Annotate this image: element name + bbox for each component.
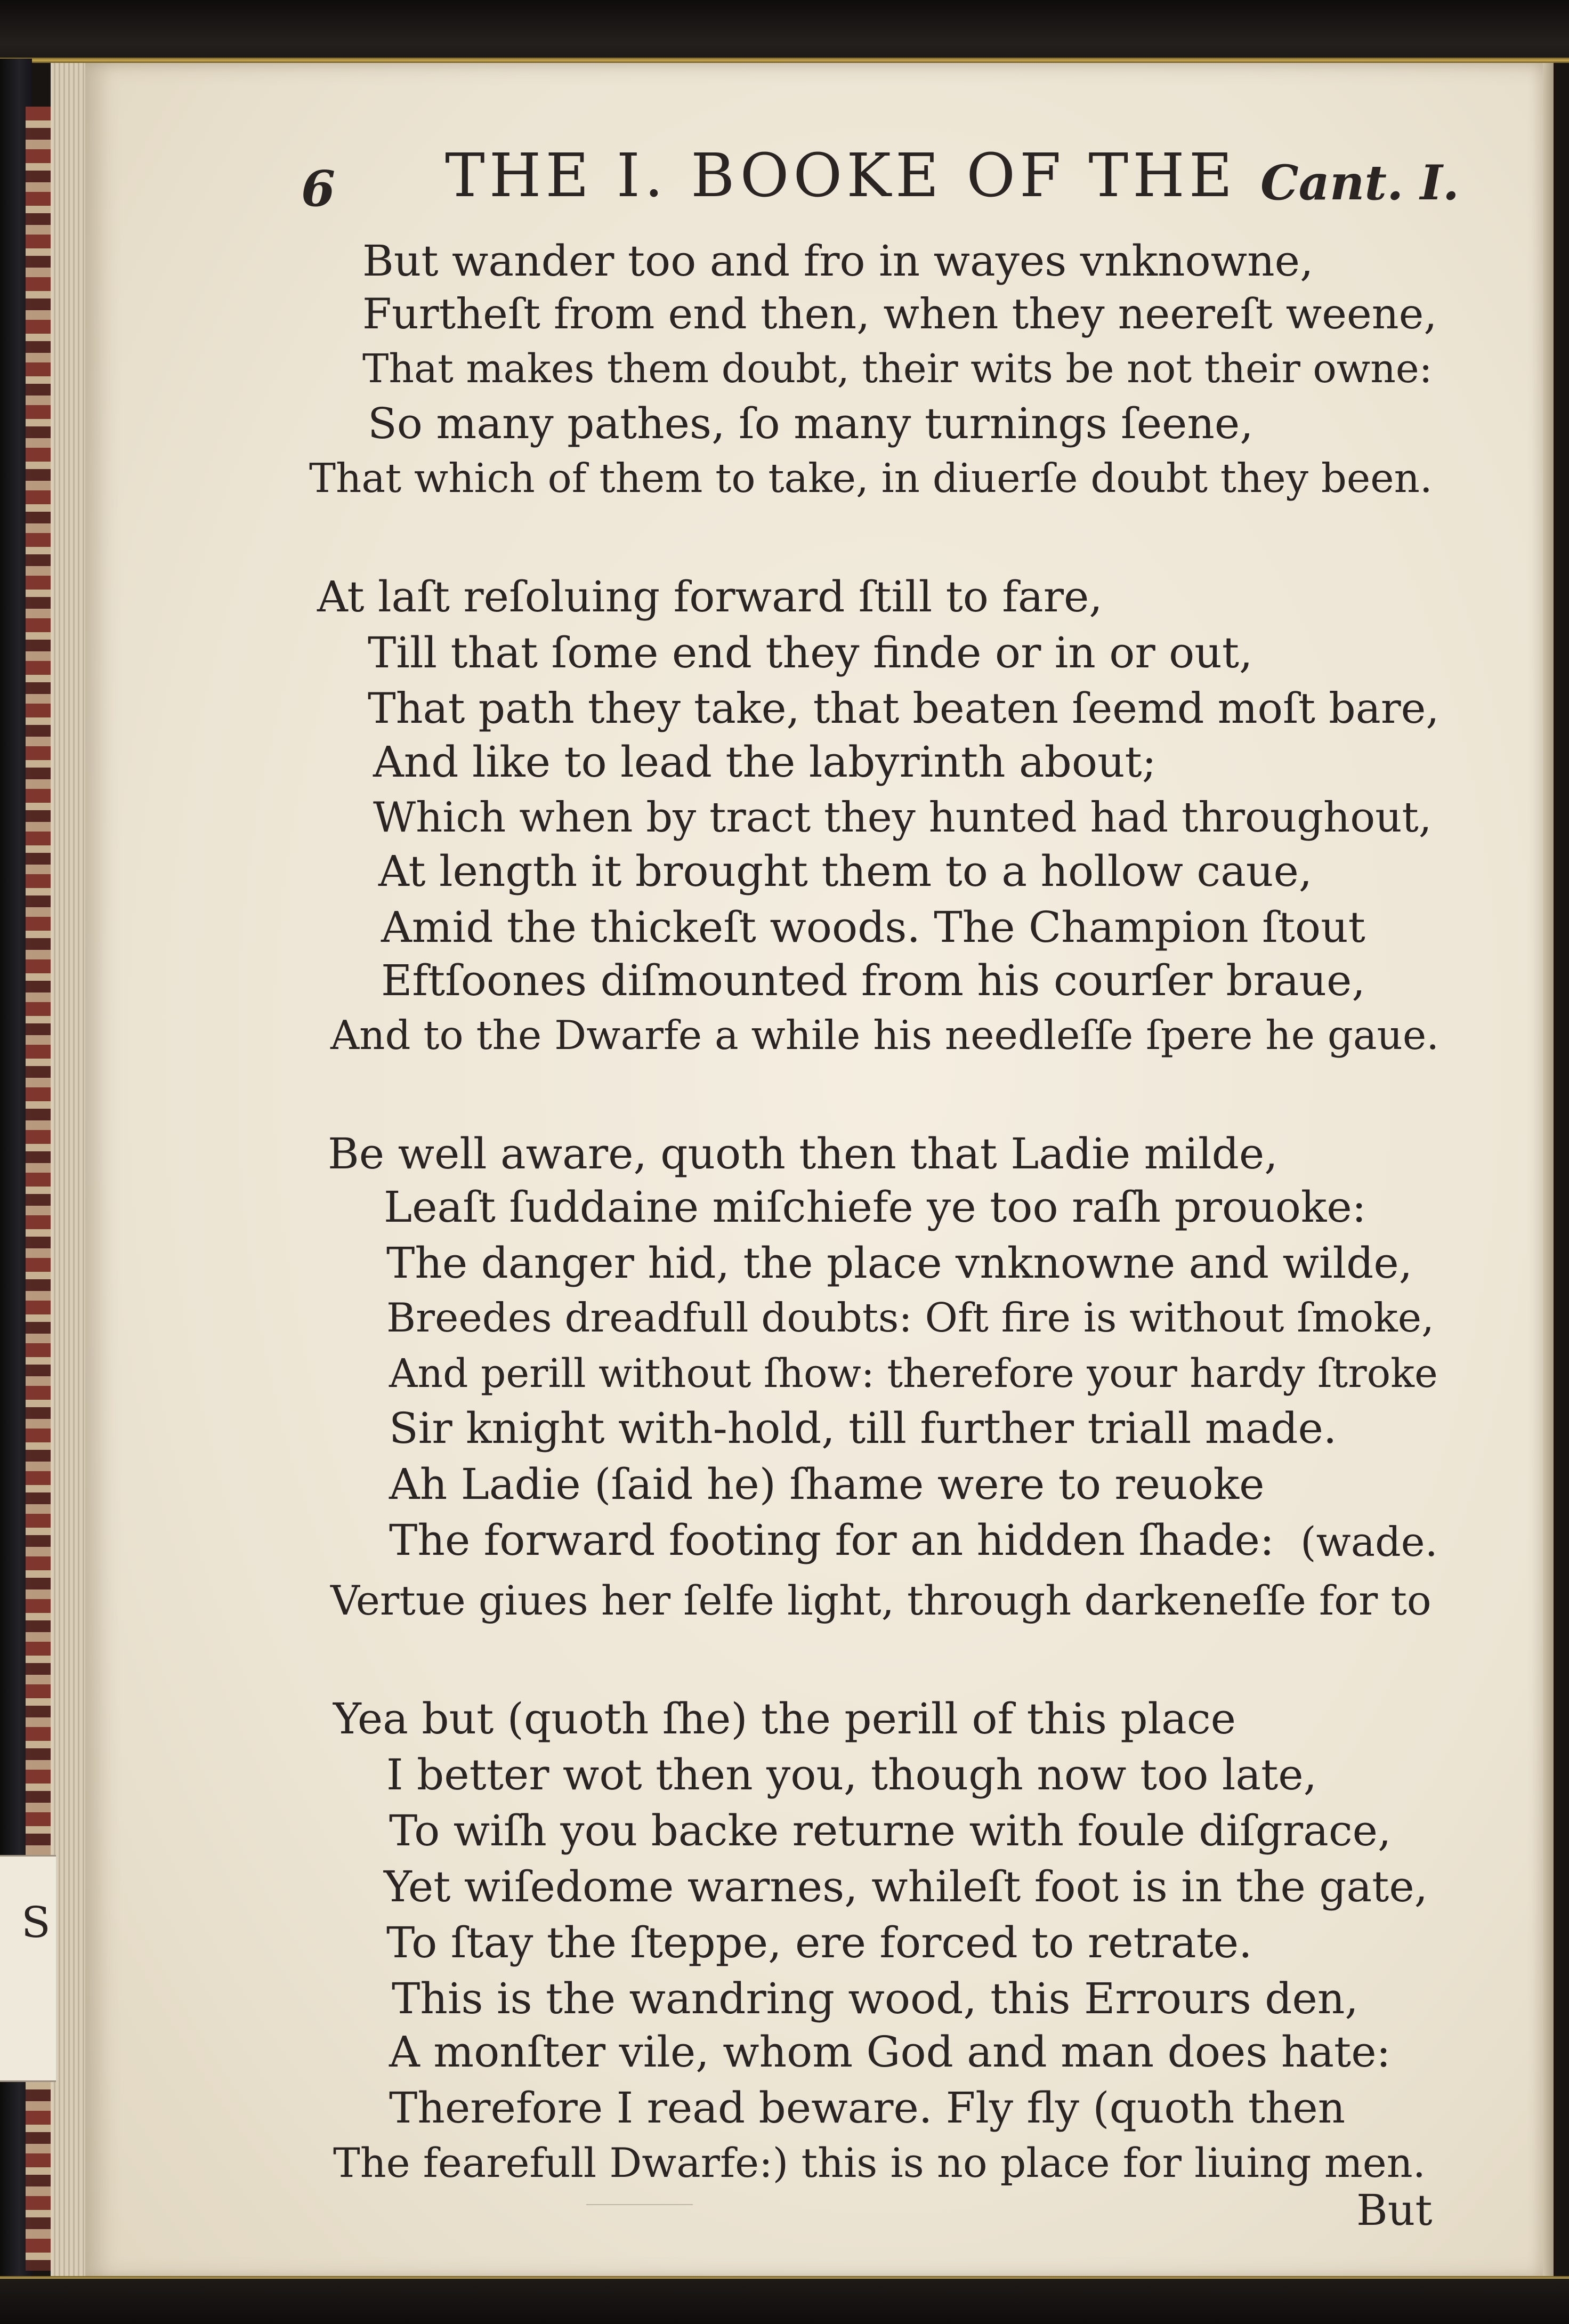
verse-line: Which when by tract they hunted had throughout, bbox=[373, 794, 1432, 842]
verse-line: That path they take, that beaten ſeemd moſt bare, bbox=[368, 684, 1439, 733]
verse-line: Yea but (quoth ſhe) the perill of this place bbox=[333, 1694, 1236, 1744]
verse-line: Yet wiſedome warnes, whileſt foot is in the gate, bbox=[384, 1862, 1428, 1911]
binding-top bbox=[0, 0, 1569, 64]
verse-line: Ah Ladie (ſaid he) ſhame were to reuoke bbox=[389, 1459, 1265, 1509]
verse-line: But wander too and fro in wayes vnknowne, bbox=[362, 236, 1314, 286]
verse-line: Breedes dreadfull doubts: Oft fire is without ſmoke, bbox=[386, 1294, 1434, 1341]
verse-line: To wiſh you backe returne with foule diſgrace, bbox=[389, 1806, 1392, 1855]
running-head: THE I. BOOKE OF THE bbox=[445, 141, 1237, 211]
ink-rule bbox=[586, 2204, 693, 2205]
verse-line: That makes them doubt, their wits be not their owne: bbox=[362, 346, 1433, 392]
shelf-label-text: S bbox=[21, 1898, 51, 1947]
verse-line: That which of them to take, in diuerſe doubt they been. bbox=[309, 455, 1433, 502]
verse-line: At length it brought them to a hollow caue, bbox=[378, 846, 1313, 896]
verse-line: This is the wandring wood, this Errours den, bbox=[392, 1974, 1358, 2023]
verse-line: The danger hid, the place vnknowne and wilde, bbox=[386, 1238, 1413, 1288]
verse-line: Eftſoones diſmounted from his courſer braue, bbox=[381, 956, 1365, 1005]
verse-line: The forward footing for an hidden ſhade: bbox=[389, 1515, 1274, 1565]
page-right-edge bbox=[1543, 63, 1554, 2279]
turnover-word: (wade. bbox=[1300, 1518, 1438, 1566]
verse-line: And to the Dwarfe a while his needleſſe ſpere he gaue. bbox=[330, 1012, 1439, 1059]
verse-line: So many pathes, ſo many turnings ſeene, bbox=[368, 399, 1253, 448]
verse-line: Vertue giues her ſelfe light, through darkeneſſe for to bbox=[330, 1577, 1431, 1624]
verse-line: Sir knight with-hold, till further triall made. bbox=[389, 1403, 1337, 1453]
verse-line: Leaſt ſuddaine miſchiefe ye too raſh prouoke: bbox=[384, 1182, 1366, 1232]
verse-line: And perill without ſhow: therefore your hardy ſtroke bbox=[389, 1351, 1438, 1397]
verse-line: I better wot then you, though now too late, bbox=[386, 1750, 1317, 1800]
verse-line: A monſter vile, whom God and man does hate: bbox=[389, 2027, 1391, 2077]
verse-line: Furtheſt from end then, when they neereſt weene, bbox=[362, 289, 1437, 338]
catchword: But bbox=[1356, 2185, 1433, 2235]
shelf-label bbox=[0, 1855, 56, 2082]
verse-line: The fearefull Dwarfe:) this is no place for liuing men. bbox=[333, 2139, 1426, 2186]
canto-label: Cant. I. bbox=[1260, 155, 1460, 211]
verse-line: Amid the thickeſt woods. The Champion ſtout bbox=[381, 902, 1365, 952]
verse-line: To ſtay the ſteppe, ere forced to retrate. bbox=[386, 1918, 1252, 1967]
verse-line: Be well aware, quoth then that Ladie milde, bbox=[328, 1129, 1278, 1179]
verse-line: Till that ſome end they finde or in or out, bbox=[368, 628, 1253, 677]
page-number: 6 bbox=[301, 160, 336, 217]
verse-line: And like to lead the labyrinth about; bbox=[373, 737, 1156, 787]
verse-line: At laſt reſoluing forward ſtill to fare, bbox=[317, 572, 1103, 622]
gilt-edge-top bbox=[0, 58, 1569, 63]
verse-line: Therefore I read beware. Fly fly (quoth then bbox=[389, 2083, 1346, 2133]
binding-bottom bbox=[0, 2279, 1569, 2324]
